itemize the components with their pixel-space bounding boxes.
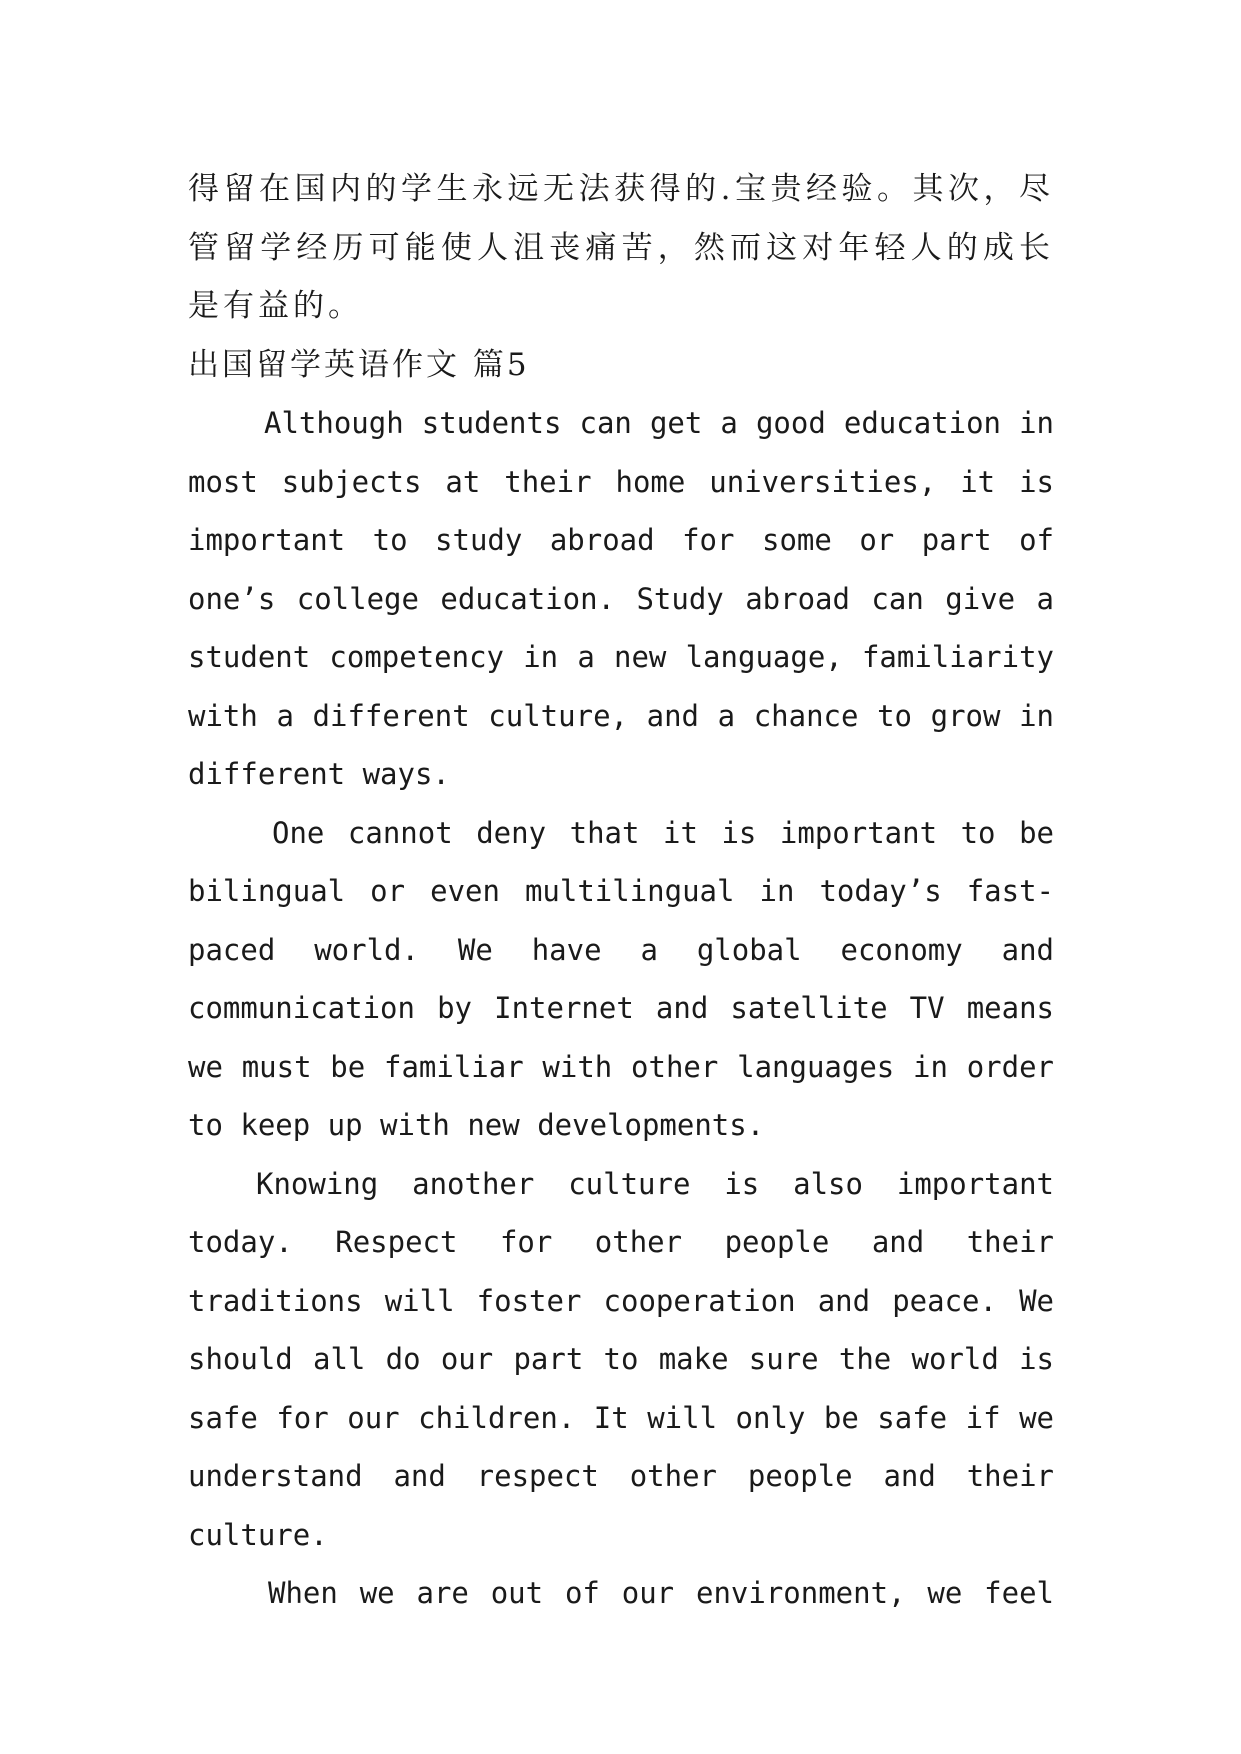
intro-chinese-paragraph: 得留在国内的学生永远无法获得的.宝贵经验。其次，尽管留学经历可能使人沮丧痛苦，然而这对年轻人的成长是有益的。	[188, 171, 1054, 324]
paragraph-3: Knowing another culture is also important today. Respect for other people and their traditions will foster cooperation and peace. We should all do our part to make sure the world is safe for our children. It will only be safe if we understand and respect other people and their culture.	[188, 1166, 1054, 1552]
document-page	[188, 160, 1054, 1623]
paragraph-4: When we are out of our environment, we feel	[268, 1576, 1054, 1610]
paragraph-1: Although students can get a good education in most subjects at their home universities, it is important to study abroad for some or part of one’s college education. Study abroad can give a student competency in a new language, familiarity with a different culture, and a chance to grow in different ways.	[188, 406, 1054, 791]
paragraph-2: One cannot deny that it is important to be bilingual or even multilingual in today’s fast-paced world. We have a global economy and communication by Internet and satellite TV means we must be familiar with other languages in order to keep up with new developments.	[188, 815, 1054, 1142]
section-heading: 出国留学英语作文 篇5	[188, 346, 530, 383]
